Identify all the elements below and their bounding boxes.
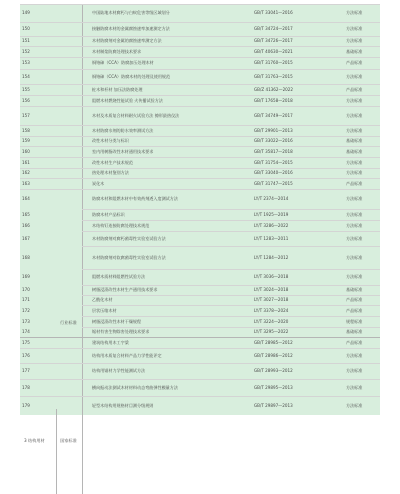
row-divider xyxy=(20,136,380,137)
standard-name: 室内用树脂改性木材通用技术要求 xyxy=(92,148,154,154)
row-divider xyxy=(82,246,380,247)
standard-name: 结构用木质复合材料产品力学性能评定 xyxy=(92,352,162,358)
row-number: 174 xyxy=(22,329,30,335)
standard-code: GB/T 35817—2018 xyxy=(254,148,293,154)
standard-category: 产品标准 xyxy=(346,60,363,66)
standard-code: GB/T 40630—2021 xyxy=(254,48,293,54)
standard-name: 结构用锯材力学性能测试方法 xyxy=(92,368,146,374)
standard-code: LY/T 3024—2018 xyxy=(254,287,289,293)
standard-category: 基础标准 xyxy=(346,138,363,144)
standard-name: 木材防腐剂对腐朽菌毒性实验室试验方法 xyxy=(92,235,166,241)
table-row xyxy=(0,285,400,295)
row-number: 152 xyxy=(22,48,30,54)
standard-category: 方法标准 xyxy=(346,403,363,409)
table-row xyxy=(0,327,400,337)
row-divider xyxy=(20,178,380,179)
standard-name: 木材及木质复合材料耐火试验方法 擦形最热仪法 xyxy=(92,112,180,118)
standard-code: GB/T 28993—2012 xyxy=(254,368,293,374)
table-row xyxy=(0,95,400,106)
row-number: 168 xyxy=(22,254,30,260)
row-number: 155 xyxy=(22,86,30,92)
table-row xyxy=(0,36,400,46)
standard-code: LY/T 2374—2014 xyxy=(254,196,289,202)
standard-category: 基础标准 xyxy=(346,287,363,293)
standard-code: LY/T 1283—2011 xyxy=(254,235,289,241)
row-divider xyxy=(82,285,380,286)
standard-code: LY/T 3036—2018 xyxy=(254,274,289,280)
table-row xyxy=(0,209,400,220)
standard-code: GB/Z 41362—2022 xyxy=(254,86,294,92)
table-row xyxy=(0,22,400,36)
row-divider xyxy=(20,22,380,23)
row-divider xyxy=(20,125,380,126)
standard-name: 层状压缩木材 xyxy=(92,307,117,313)
standard-category: 产品标准 xyxy=(346,180,363,186)
standard-category: 方法标准 xyxy=(346,222,363,228)
standard-name: 轻型木结构用规格材目测分级规则 xyxy=(92,403,154,409)
standard-name: 桩木和杆材 加压法防腐处理 xyxy=(92,86,143,92)
standard-name: 木材防腐水剂的防水效率测试方法 xyxy=(92,127,154,133)
standard-category: 方法标准 xyxy=(346,26,363,32)
standard-code: GB/T 34749—2017 xyxy=(254,112,293,118)
row-divider xyxy=(82,231,380,232)
standard-category: 方法标准 xyxy=(346,368,363,374)
standard-code: GB/T 31763—2015 xyxy=(254,73,293,79)
row-number: 156 xyxy=(22,97,30,103)
standard-category: 方法标准 xyxy=(346,73,363,79)
standard-name: 热处理木材鉴别方法 xyxy=(92,170,129,176)
group-label-structural: 3 结构用材 xyxy=(24,438,45,443)
standard-code: GB/T 29895—2013 xyxy=(254,384,293,390)
table-row xyxy=(0,178,400,189)
standard-code: LY/T 1284—2012 xyxy=(254,254,289,260)
standard-name: 树脂浸渍改性木材干燥规程 xyxy=(92,318,142,324)
standard-code: LY/T 1925—2019 xyxy=(254,211,289,217)
row-number: 179 xyxy=(22,403,30,409)
standard-name: 木结构钉连接防腐处理技术规范 xyxy=(92,222,150,228)
row-number: 161 xyxy=(22,159,30,165)
row-divider xyxy=(20,57,380,58)
standard-code: GB/T 31754—2015 xyxy=(254,159,293,165)
row-number: 157 xyxy=(22,112,30,118)
row-divider xyxy=(20,36,380,37)
standard-name: 阻燃木质材料阻燃性试验方法 xyxy=(92,274,146,280)
row-divider xyxy=(82,316,380,317)
standard-code: GB/T 28985—2012 xyxy=(254,339,293,345)
table-row xyxy=(0,246,400,269)
standard-category: 方法标准 xyxy=(346,170,363,176)
standard-name: 木材防腐剂对软腐菌毒性实验室试验方法 xyxy=(92,254,166,260)
table-row xyxy=(0,305,400,316)
row-divider xyxy=(20,348,380,349)
row-number: 171 xyxy=(22,297,30,303)
row-number: 169 xyxy=(22,274,30,280)
row-divider xyxy=(20,69,380,70)
standard-code: LY/T 3286—2022 xyxy=(254,222,289,228)
standard-code: GB/T 33022—2016 xyxy=(254,138,293,144)
row-divider xyxy=(20,84,380,85)
standard-code: GB/T 33040—2016 xyxy=(254,170,293,176)
row-number: 177 xyxy=(22,368,30,374)
standard-code: LY/T 3027—2018 xyxy=(254,297,289,303)
standard-name: 铜铬砷（CCA）防腐加压处理木材 xyxy=(92,60,154,66)
table-row xyxy=(0,220,400,231)
table-row xyxy=(0,46,400,57)
table-row xyxy=(0,106,400,125)
standard-category: 方法标准 xyxy=(346,10,363,16)
row-divider xyxy=(82,269,380,270)
standard-name: 改性木材分类与标识 xyxy=(92,138,129,144)
table-row xyxy=(0,168,400,178)
standard-name: 接触防腐木材的金属腐蚀速率加速测定方法 xyxy=(92,26,170,32)
standard-category: 方法标准 xyxy=(346,97,363,103)
standard-category: 基础标准 xyxy=(346,329,363,335)
table-row xyxy=(0,348,400,363)
table-row xyxy=(0,189,400,209)
table-row xyxy=(0,269,400,285)
standard-name: 铜铬砷（CCA）防腐木材的处理及使用规范 xyxy=(92,73,171,79)
row-number: 159 xyxy=(22,138,30,144)
table-row xyxy=(0,231,400,246)
standard-category: 方法标准 xyxy=(346,112,363,118)
table-row xyxy=(0,4,400,22)
row-number: 172 xyxy=(22,307,30,313)
row-number: 176 xyxy=(22,352,30,358)
row-divider xyxy=(82,295,380,296)
row-number: 164 xyxy=(22,196,30,202)
row-divider xyxy=(20,363,380,364)
standard-name: 木材制浆防腐处理技术要求 xyxy=(92,48,142,54)
standard-category: 规程标准 xyxy=(346,318,363,324)
standard-name: 阻燃木材燃烧性能试验 火传播试验方法 xyxy=(92,97,163,103)
row-number: 153 xyxy=(22,60,30,66)
standard-name: 横向振动法测试木材材料动态弯曲弹性模量方法 xyxy=(92,384,178,390)
standard-name: 建筑结构用木工字梁 xyxy=(92,339,129,345)
group-label-industry: 行业标准 xyxy=(60,320,77,325)
standard-category: 方法标准 xyxy=(346,159,363,165)
row-number: 166 xyxy=(22,222,30,228)
row-number: 175 xyxy=(22,339,30,345)
row-divider xyxy=(20,168,380,169)
standard-code: GB/T 29901—2013 xyxy=(254,127,293,133)
standard-code: GB/T 34726—2017 xyxy=(254,38,293,44)
standard-name: 乙酰化木材 xyxy=(92,297,113,303)
row-number: 149 xyxy=(22,10,30,16)
standard-category: 方法标准 xyxy=(346,211,363,217)
standard-code: GB/T 31747—2015 xyxy=(254,180,293,186)
standard-code: GB/T 28986—2012 xyxy=(254,352,293,358)
standard-category: 方法标准 xyxy=(346,274,363,280)
standard-name: 中国陆地木材腐朽与白蚁危害等级区域划分 xyxy=(92,10,170,16)
standard-name: 改性木材生产技术规范 xyxy=(92,159,133,165)
standard-name: 防腐木材和阻燃木材中有效药剂透入度测试方法 xyxy=(92,196,178,202)
row-divider xyxy=(82,305,380,306)
row-divider xyxy=(20,396,380,397)
row-number: 167 xyxy=(22,235,30,241)
standard-code: GB/T 31760—2015 xyxy=(254,60,293,66)
table-row xyxy=(0,69,400,84)
standard-category: 方法标准 xyxy=(346,352,363,358)
standard-code: GB/T 29897—2013 xyxy=(254,403,293,409)
standard-code: LY/T 3378—2024 xyxy=(254,307,289,313)
row-number: 173 xyxy=(22,318,30,324)
table-row xyxy=(0,136,400,146)
row-number: 170 xyxy=(22,287,30,293)
table-row xyxy=(0,57,400,69)
row-divider xyxy=(20,95,380,96)
standard-category: 产品标准 xyxy=(346,339,363,345)
row-number: 178 xyxy=(22,384,30,390)
table-row xyxy=(0,84,400,95)
row-number: 150 xyxy=(22,26,30,32)
standard-code: GB/T 33041—2016 xyxy=(254,10,293,16)
row-divider xyxy=(82,220,380,221)
table-row xyxy=(0,337,400,348)
row-divider xyxy=(20,157,380,158)
standard-code: GB/T 17658—2018 xyxy=(254,97,293,103)
group-label-national: 国家标准 xyxy=(60,438,77,443)
standard-name: 木材防腐剂对金属的腐蚀速率测定方法 xyxy=(92,38,162,44)
standard-name: 防腐木材产品标识 xyxy=(92,211,125,217)
row-divider xyxy=(20,379,380,380)
table-row xyxy=(0,146,400,157)
row-divider xyxy=(20,106,380,107)
row-number: 151 xyxy=(22,38,30,44)
standard-category: 产品标准 xyxy=(346,86,363,92)
standard-category: 基础标准 xyxy=(346,148,363,154)
row-divider xyxy=(20,337,380,338)
standard-name: 锯材有害生物除害处理技术要求 xyxy=(92,329,150,335)
row-divider xyxy=(82,327,380,328)
standard-category: 方法标准 xyxy=(346,196,363,202)
standard-category: 基础标准 xyxy=(346,48,363,54)
col-divider xyxy=(56,409,57,494)
standard-name: 树脂浸渍改性木材生产通用技术要求 xyxy=(92,287,158,293)
row-divider xyxy=(20,4,380,5)
standard-category: 产品标准 xyxy=(346,307,363,313)
table-row xyxy=(0,295,400,305)
standard-code: LY/T 3224—2020 xyxy=(254,318,289,324)
table-row xyxy=(0,379,400,396)
standard-name: 炭化木 xyxy=(92,180,105,186)
row-divider xyxy=(82,209,380,210)
table-row xyxy=(0,125,400,136)
row-number: 158 xyxy=(22,127,30,133)
row-number: 154 xyxy=(22,73,30,79)
standard-category: 产品标准 xyxy=(346,297,363,303)
standard-category: 方法标准 xyxy=(346,254,363,260)
row-number: 162 xyxy=(22,170,30,176)
standard-category: 方法标准 xyxy=(346,384,363,390)
standard-category: 方法标准 xyxy=(346,38,363,44)
row-number: 165 xyxy=(22,211,30,217)
row-divider xyxy=(20,189,380,190)
row-divider xyxy=(20,146,380,147)
table-row xyxy=(0,396,400,416)
table-row xyxy=(0,157,400,168)
standard-code: GB/T 34724—2017 xyxy=(254,26,293,32)
standard-category: 方法标准 xyxy=(346,235,363,241)
standard-category: 方法标准 xyxy=(346,127,363,133)
row-number: 163 xyxy=(22,180,30,186)
row-divider xyxy=(20,46,380,47)
table-row xyxy=(0,363,400,379)
standard-code: LY/T 3295—2022 xyxy=(254,329,289,335)
row-number: 160 xyxy=(22,148,30,154)
